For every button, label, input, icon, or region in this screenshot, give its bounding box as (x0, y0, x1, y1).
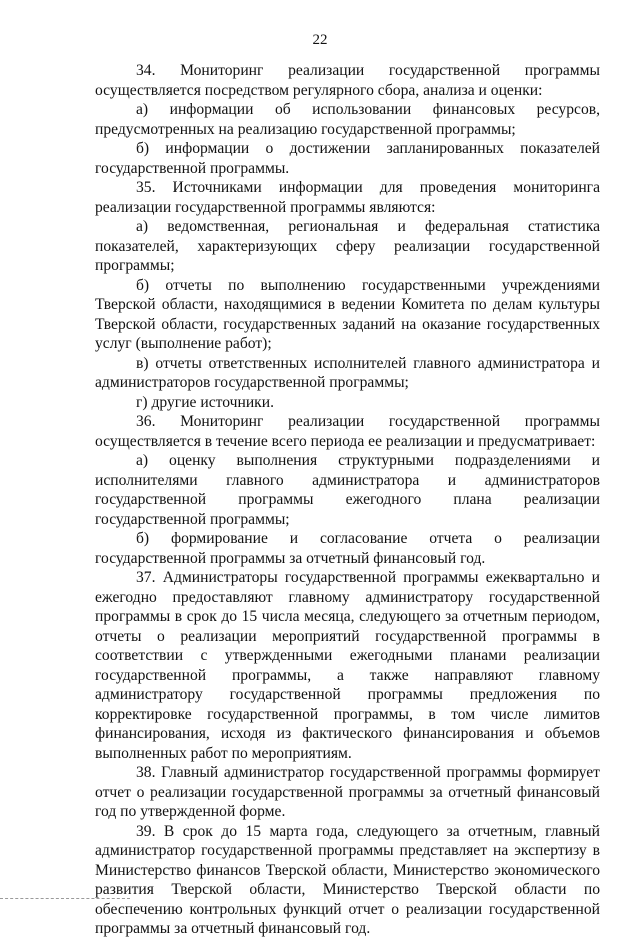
paragraph-35: 35. Источниками информации для проведения мониторинга реализации государственной программы являются: (95, 179, 600, 216)
paragraph-34: 34. Мониторинг реализации государственной программы осуществляется посредством регулярного сбора, анализа и оценки: (95, 62, 600, 99)
paragraph-35-g: г) другие источники. (136, 393, 274, 411)
paragraph-38: 38. Главный администратор государственной программы формирует отчет о реализации государственной программы за отчетный финансовый год по утвержденной форме. (95, 764, 600, 820)
paragraph-35-b: б) отчеты по выполнению государственными учреждениями Тверской области, находящимися в ведении Комитета по делам культуры Тверской области, государственных заданий на оказание государственных услуг (выполнение работ); (95, 276, 600, 352)
scan-edge-divider (0, 898, 130, 899)
paragraph-35-a: а) ведомственная, региональная и федеральная статистика показателей, характеризующих сферу реализации государственной программы; (95, 218, 600, 274)
document-body (95, 61, 600, 939)
paragraph-36: 36. Мониторинг реализации государственной программы осуществляется в течение всего периода ее реализации и предусматривает: (95, 413, 600, 450)
paragraph-34-b: б) информации о достижении запланированных показателей государственной программы. (95, 140, 600, 177)
paragraph-35-v: в) отчеты ответственных исполнителей главного администратора и администраторов государственной программы; (95, 354, 600, 391)
paragraph-36-b: б) формирование и согласование отчета о реализации государственной программы за отчетный финансовый год. (95, 530, 600, 567)
paragraph-34-a: а) информации об использовании финансовых ресурсов, предусмотренных на реализацию государственной программы; (95, 101, 600, 138)
paragraph-36-a: а) оценку выполнения структурными подразделениями и исполнителями главного администратора и администраторов государственной программы ежегодного плана реализации государственной программы; (95, 452, 600, 528)
paragraph-37: 37. Администраторы государственной программы ежеквартально и ежегодно предоставляют главному администратору государственной программы в срок до 15 числа месяца, следующего за отчетным периодом, отчеты о реализации мероприятий государственной программы в соответствии с утвержденными ежегодными планами реализации государственной программы, а также направляют главному администратору государственной программы предложения по корректировке государственной программы, в том числе лимитов финансирования, исходя из фактического финансирования и объемов выполненных работ по мероприятиям. (95, 569, 600, 762)
page-number: 22 (312, 32, 328, 48)
paragraph-39: 39. В срок до 15 марта года, следующего за отчетным, главный администратор государственной программы представляет на экспертизу в Министерство финансов Тверской области, Министерство экономического развития Тверской области, Министерство Тверской области по обеспечению контрольных функций отчет о реализации государственной программы за отчетный финансовый год. (95, 822, 600, 937)
